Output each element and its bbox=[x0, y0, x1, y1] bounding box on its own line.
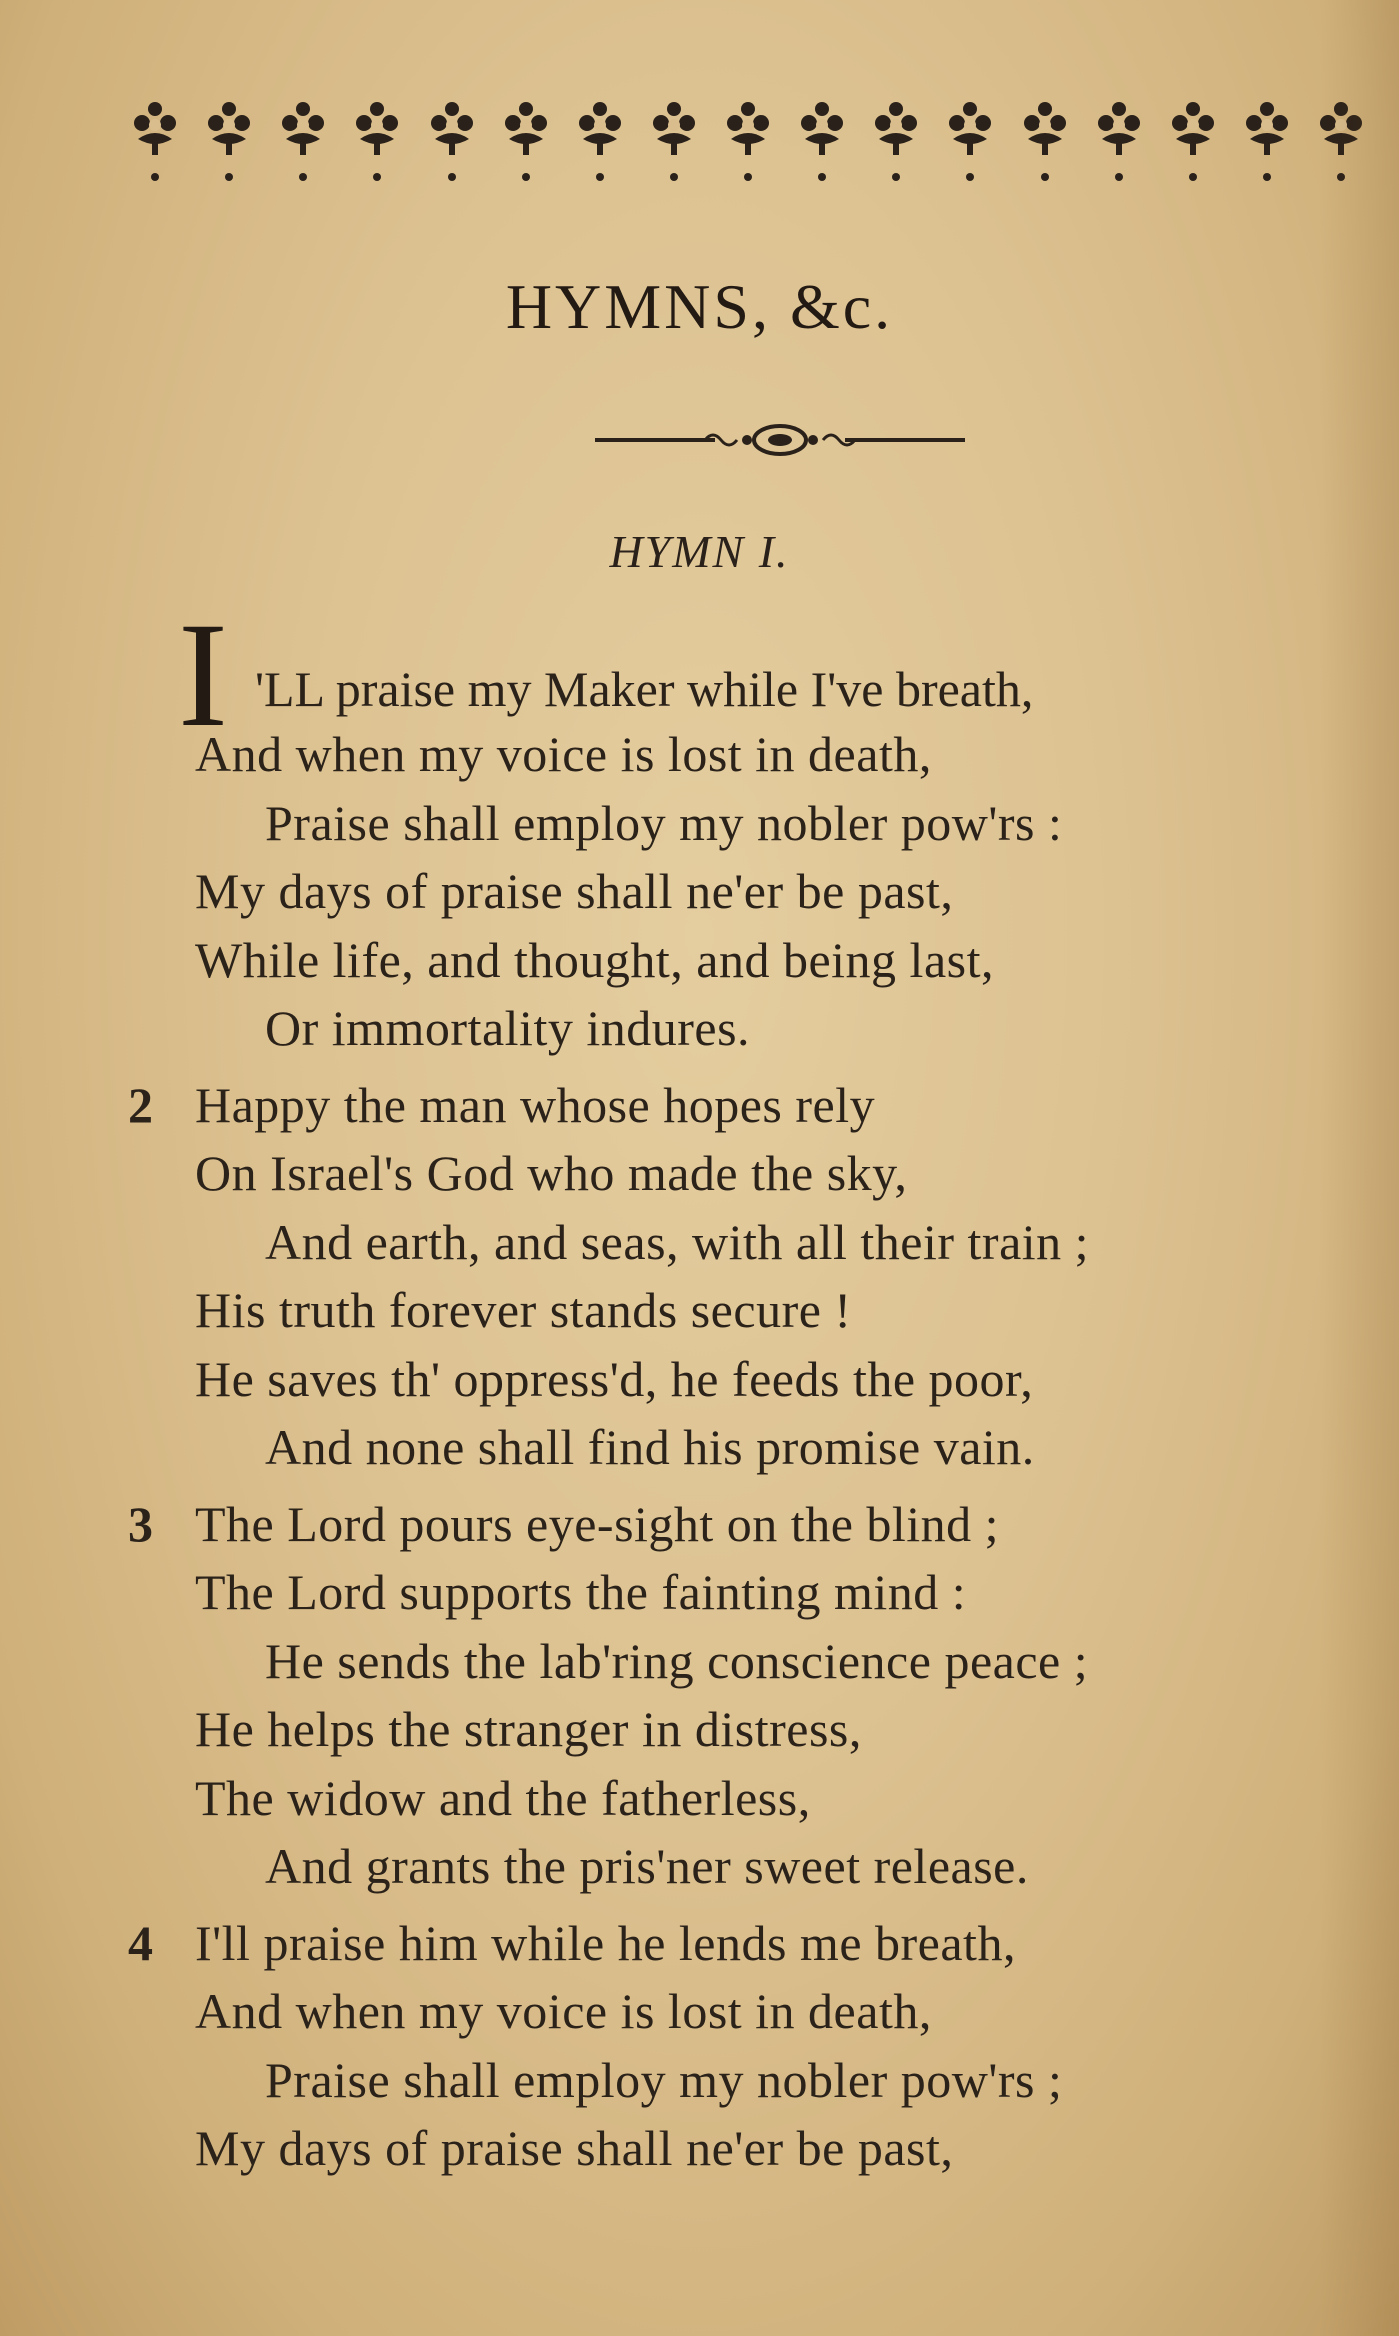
hymn-line: On Israel's God who made the sky, bbox=[195, 1145, 908, 1201]
hymn-line: Or immortality indures. bbox=[265, 1000, 751, 1056]
stanza-number: 2 bbox=[128, 1076, 153, 1133]
hymn-line: I'll praise him while he lends me breath, bbox=[195, 1914, 1016, 1971]
stanza-number: 3 bbox=[128, 1495, 153, 1552]
hymn-line: And earth, and seas, with all their train ; bbox=[265, 1213, 1090, 1270]
hymn-line: Praise shall employ my nobler pow'rs : bbox=[265, 794, 1063, 851]
hymn-line: The Lord pours eye-sight on the blind ; bbox=[195, 1495, 1000, 1552]
fleuron-icon bbox=[1314, 95, 1368, 195]
hymn-line: Praise shall employ my nobler pow'rs ; bbox=[265, 2051, 1063, 2108]
hymn-line: And when my voice is lost in death, bbox=[195, 1983, 932, 2039]
hymn-line: The Lord supports the fainting mind : bbox=[195, 1564, 967, 1620]
drop-cap: I bbox=[178, 592, 228, 758]
page-title: HYMNS, &c. bbox=[505, 271, 894, 342]
hymn-line: And when my voice is lost in death, bbox=[195, 726, 932, 782]
hymn-line: His truth forever stands secure ! bbox=[195, 1282, 852, 1338]
hymn-line: The widow and the fatherless, bbox=[195, 1769, 811, 1826]
hymn-line: My days of praise shall ne'er be past, bbox=[195, 863, 954, 919]
hymn-line: Happy the man whose hopes rely bbox=[195, 1076, 876, 1133]
hymn-line: And none shall find his promise vain. bbox=[265, 1419, 1035, 1475]
hymn-line: He saves th' oppress'd, he feeds the poor, bbox=[195, 1350, 1034, 1407]
hymn-line: He helps the stranger in distress, bbox=[195, 1701, 862, 1757]
first-line: 'LL praise my Maker while I've breath, bbox=[255, 661, 1034, 717]
hymn-line: My days of praise shall ne'er be past, bbox=[195, 2120, 954, 2176]
hymn-heading: HYMN I. bbox=[609, 526, 790, 577]
stanza-number: 4 bbox=[128, 1914, 153, 1971]
hymn-line: And grants the pris'ner sweet release. bbox=[265, 1838, 1029, 1894]
hymn-line: He sends the lab'ring conscience peace ; bbox=[265, 1632, 1089, 1689]
hymn-line: While life, and thought, and being last, bbox=[195, 931, 994, 988]
